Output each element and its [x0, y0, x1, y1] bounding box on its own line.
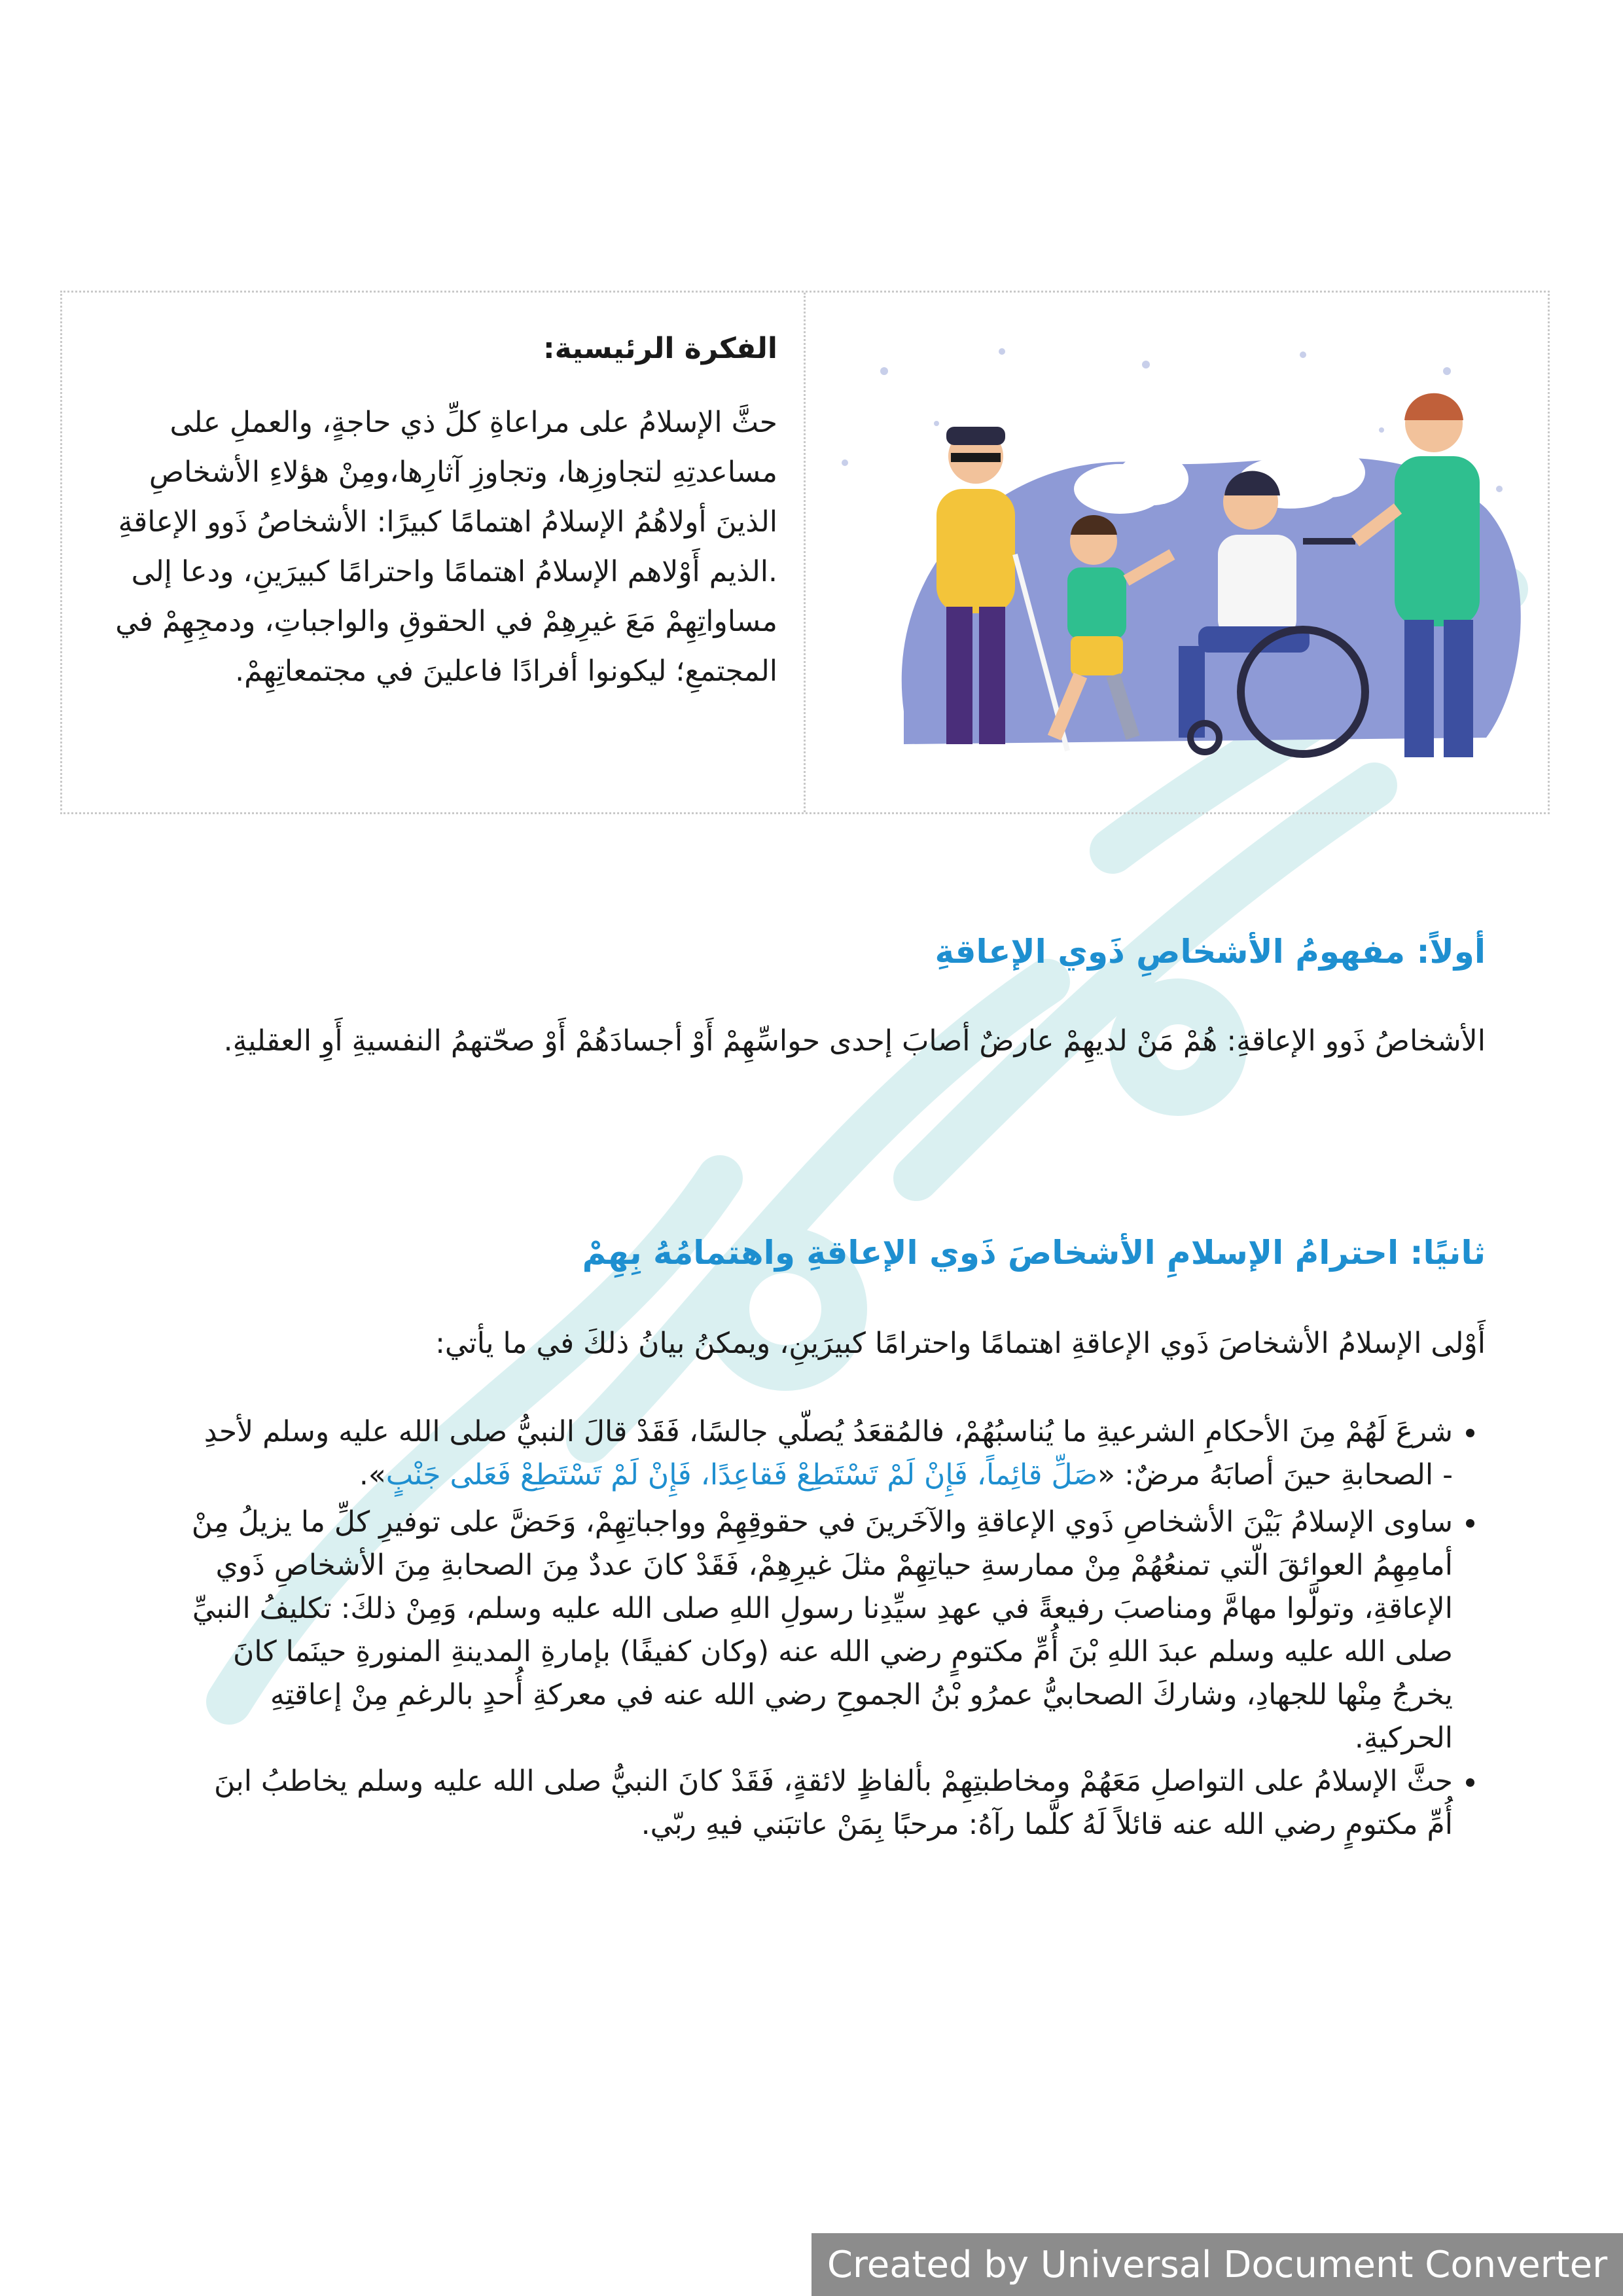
bullet1-text: شرعَ لَهُمْ مِنَ الأحكامِ الشرعيةِ ما يُناسبُهُمْ، فالمُقعَدُ يُصلّي جالسًا، فَقَدْ قالَ النبيُّ صلى الله عليه وسلم لأحدِ - الصحابةِ حينَ أصابَهُ مرضٌ: «	[204, 1415, 1453, 1492]
main-idea-cell	[62, 293, 806, 812]
people-with-disabilities-illustration	[806, 293, 1545, 812]
main-idea-heading: الفكرة الرئيسية:	[543, 332, 777, 365]
section2-bullet-list	[190, 1410, 1492, 1846]
main-idea-body: حثَّ الإسلامُ على مراعاةِ كلِّ ذي حاجةٍ، والعملِ على مساعدتِهِ لتجاوزِها، وتجاوزِ آثارِها،ومِنْ هؤلاءِ الأشخاصِ الذينَ أولاهُمُ الإسلامُ اهتمامًا كبيرًا: الأشخاصُ ذَوو الإعاقةِ .الذيم أَوْلاهم الإسلامُ اهتمامًا واحترامًا كبيرَينِ، ودعا إلى مساواتِهِمْ مَعَ غيرِهِمْ في الحقوقِ والواجباتِ، ودمجِهِمْ في المجتمعِ؛ ليكونوا أفرادًا فاعلينَ في مجتمعاتِهِمْ.	[115, 406, 777, 688]
illustration-cell	[806, 293, 1548, 812]
list-item: • حثَّ الإسلامُ على التواصلِ مَعَهُمْ ومخاطبتِهِمْ بألفاظٍ لائقةٍ، فَقَدْ كانَ النبيُّ صلى الله عليه وسلم يخاطبُ ابنَ أُمِّ مكتومٍ رضي الله عنه قائلاً لَهُ كلَّما رآهُ: مرحبًا بِمَنْ عاتبَني فيهِ ربّي.	[190, 1760, 1453, 1846]
section2-heading: ثانيًا: احترامُ الإسلامِ الأشخاصَ ذَوي الإعاقةِ واهتمامُهُ بِهِمْ	[582, 1234, 1486, 1272]
list-item: • ساوى الإسلامُ بَيْنَ الأشخاصِ ذَوي الإعاقةِ والآخَرينَ في حقوقِهِمْ وواجباتِهِمْ، وَحَضَّ على توفيرِ كلِّ ما يزيلُ مِنْ أمامِهِمُ العوائقَ الّتي تمنعُهُمْ مِنْ ممارسةِ حياتِهِمْ مثلَ غيرِهِمْ، فَقَدْ كانَ عددٌ مِنَ الصحابةِ مِنَ الأشخاصِ ذَوي الإعاقةِ، وتولَّوا مهامَّ ومناصبَ رفيعةً في عهدِ سيِّدِنا رسولِ اللهِ صلى الله عليه وسلم، وَمِنْ ذلكَ: تكليفُ النبيِّ صلى الله عليه وسلم عبدَ اللهِ بْنَ أُمِّ مكتومٍ رضي الله عنه (وكان كفيفًا) بإمارةِ المدينةِ المنورةِ حينَما كانَ يخرجُ مِنْها للجهادِ، وشاركَ الصحابيُّ عمرُو بْنُ الجموحِ رضي الله عنه في معركةِ أُحدٍ بالرغمِ مِنْ إعاقتِهِ الحركيةِ.	[190, 1501, 1453, 1760]
main-idea-box	[60, 291, 1550, 814]
converter-footer-banner: Created by Universal Document Converter	[812, 2233, 1623, 2296]
bullet1-end: ».	[359, 1458, 386, 1492]
bullet1-hadith-quote: صَلِّ قائِماً، فَإِنْ لَمْ تَسْتَطِعْ فَقاعِدًا، فَإِنْ لَمْ تَسْتَطِعْ فَعَلى جَنْبٍ	[385, 1458, 1098, 1492]
section1-body: الأشخاصُ ذَوو الإعاقةِ: هُمْ مَنْ لديهِمْ عارضٌ أصابَ إحدى حواسِّهِمْ أَوْ أجسادَهُمْ أَوْ صحّتهمُ النفسيةِ أَوِ العقليةِ.	[223, 1024, 1486, 1058]
section1-heading: أولاً: مفهومُ الأشخاصِ ذَوي الإعاقةِ	[935, 933, 1486, 971]
section2-intro: أَوْلى الإسلامُ الأشخاصَ ذَوي الإعاقةِ اهتمامًا واحترامًا كبيرَينِ، ويمكنُ بيانُ ذلكَ في ما يأتي:	[435, 1327, 1486, 1360]
list-item	[190, 1410, 1453, 1497]
